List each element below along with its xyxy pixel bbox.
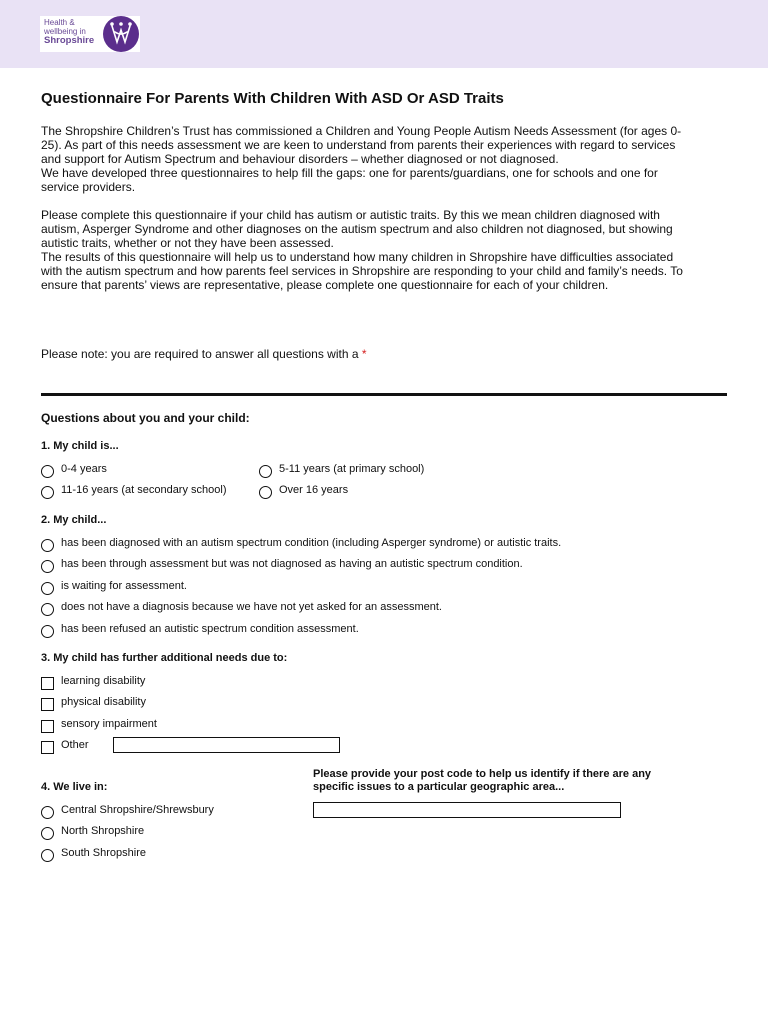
- q2-option-not-asked[interactable]: [41, 600, 442, 614]
- q4-option-north[interactable]: [41, 824, 144, 838]
- q2-option-label: has been diagnosed with an autism spectrum condition (including Asperger syndrome) or autistic traits.: [61, 537, 562, 549]
- q1-option-label: 0-4 years: [61, 463, 107, 475]
- radio-button[interactable]: [41, 465, 54, 478]
- intro-paragraph-2: We have developed three questionnaires to help fill the gaps: one for parents/guardians, one for schools and one for service providers.: [41, 166, 658, 194]
- q3-option-label: learning disability: [61, 675, 146, 687]
- question-3-title: 3. My child has further additional needs due to:: [41, 652, 288, 664]
- postcode-label: Please provide your post code to help us identify if there are any specific issues to a particular geographic area...: [313, 768, 652, 793]
- q4-option-label: North Shropshire: [61, 825, 145, 837]
- q3-option-label: sensory impairment: [61, 718, 157, 730]
- q2-option-label: has been refused an autistic spectrum condition assessment.: [61, 623, 359, 635]
- q3-option-other[interactable]: [41, 738, 89, 752]
- q2-option-assessed-not-diagnosed[interactable]: [41, 557, 523, 571]
- radio-button[interactable]: [41, 625, 54, 638]
- checkbox[interactable]: [41, 720, 54, 733]
- section-title: Questions about you and your child:: [41, 411, 250, 425]
- q2-option-diagnosed[interactable]: [41, 536, 561, 550]
- page-title: Questionnaire For Parents With Children With ASD Or ASD Traits: [41, 90, 504, 107]
- question-2-title: 2. My child...: [41, 514, 107, 526]
- health-wellbeing-logo: [40, 16, 140, 52]
- required-note: [41, 347, 367, 361]
- radio-button[interactable]: [41, 582, 54, 595]
- postcode-input[interactable]: [313, 802, 621, 818]
- q4-option-label: South Shropshire: [61, 847, 146, 859]
- checkbox[interactable]: [41, 741, 54, 754]
- q1-option-label: Over 16 years: [279, 484, 349, 496]
- q3-option-label: physical disability: [61, 696, 146, 708]
- radio-button[interactable]: [41, 539, 54, 552]
- question-1-title: 1. My child is...: [41, 440, 119, 452]
- radio-button[interactable]: [41, 849, 54, 862]
- q3-option-sensory[interactable]: [41, 717, 157, 731]
- radio-button[interactable]: [41, 603, 54, 616]
- logo-line-1: Health &: [44, 18, 75, 27]
- question-4-title: 4. We live in:: [41, 781, 108, 793]
- q1-option-0-4[interactable]: [41, 462, 107, 476]
- figures-logo-icon: [103, 16, 139, 52]
- checkbox[interactable]: [41, 677, 54, 690]
- q2-option-label: does not have a diagnosis because we have not yet asked for an assessment.: [61, 601, 442, 613]
- radio-button[interactable]: [259, 465, 272, 478]
- header-band: [0, 0, 768, 68]
- radio-button[interactable]: [41, 827, 54, 840]
- logo-text: [44, 18, 106, 45]
- logo-line-3: Shropshire: [44, 35, 95, 46]
- intro-paragraph-3: Please complete this questionnaire if your child has autism or autistic traits. By this we mean children diagnosed with autism, Asperger Syndrome and other diagnoses on the autism spectrum and also children not diagnosed, but showing autistic traits, whether or not they have been assessed.: [41, 208, 673, 250]
- radio-button[interactable]: [41, 486, 54, 499]
- q4-option-central[interactable]: [41, 803, 214, 817]
- logo-line-2: wellbeing in: [44, 27, 86, 36]
- intro-paragraph-4: The results of this questionnaire will help us to understand how many children in Shropshire have difficulties associated with the autism spectrum and how parents feel services in Shropshire are responding to your child and family’s needs. To ensure that parents’ views are representative, please complete one questionnaire for each of your children.: [41, 250, 683, 292]
- q1-option-over-16[interactable]: [259, 483, 348, 497]
- checkbox[interactable]: [41, 698, 54, 711]
- q4-option-south[interactable]: [41, 846, 146, 860]
- section-divider: [41, 393, 727, 396]
- q3-option-physical[interactable]: [41, 695, 146, 709]
- q3-option-label: Other: [61, 739, 89, 751]
- intro-paragraph-1: The Shropshire Children’s Trust has commissioned a Children and Young People Autism Needs Assessment (for ages 0-25). As part of this needs assessment we are keen to understand from parents their experiences with regard to services and support for Autism Spectrum and behaviour disorders – whether diagnosed or not diagnosed.: [41, 124, 682, 166]
- radio-button[interactable]: [41, 806, 54, 819]
- radio-button[interactable]: [259, 486, 272, 499]
- q1-option-11-16[interactable]: [41, 483, 227, 497]
- q1-option-5-11[interactable]: [259, 462, 424, 476]
- radio-button[interactable]: [41, 560, 54, 573]
- q4-option-label: Central Shropshire/Shrewsbury: [61, 804, 214, 816]
- q2-option-refused[interactable]: [41, 622, 359, 636]
- q1-option-label: 11-16 years (at secondary school): [61, 484, 227, 496]
- required-asterisk: *: [361, 347, 367, 361]
- q2-option-label: is waiting for assessment.: [61, 580, 187, 592]
- q3-option-learning[interactable]: [41, 674, 145, 688]
- q1-option-label: 5-11 years (at primary school): [279, 463, 425, 475]
- required-note-text: Please note: you are required to answer all questions with a: [41, 347, 362, 361]
- q3-other-text-field[interactable]: [113, 737, 340, 753]
- q2-option-label: has been through assessment but was not diagnosed as having an autistic spectrum condition.: [61, 558, 523, 570]
- q2-option-waiting[interactable]: [41, 579, 187, 593]
